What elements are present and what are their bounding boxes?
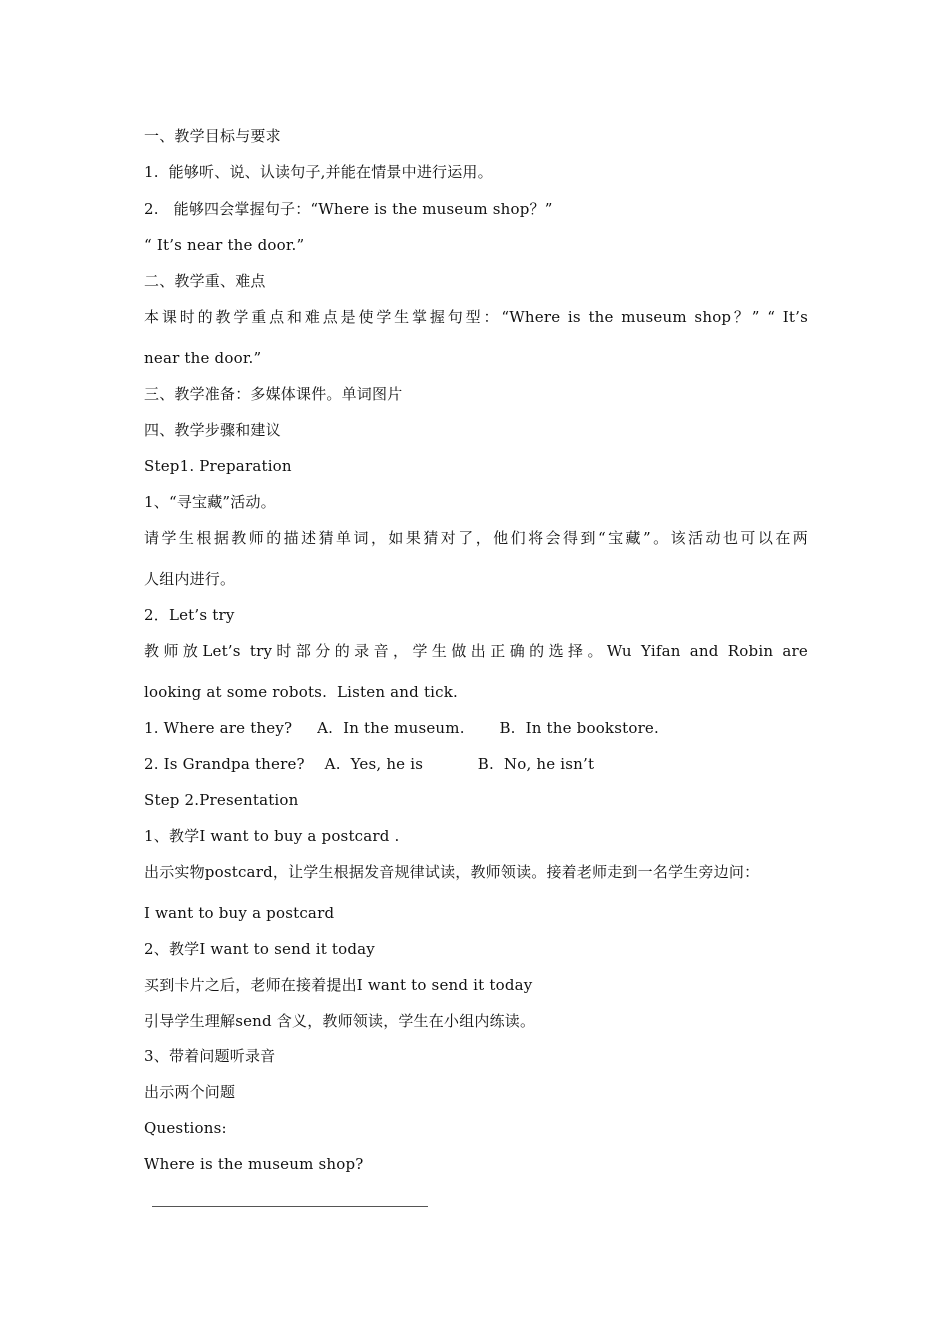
- activity-1-text-cont: 人组内进行。: [144, 570, 236, 588]
- teach-item-2: 2、教学I want to send it today: [144, 940, 375, 958]
- question-2: 2. Is Grandpa there? A. Yes, he is B. No, he isn’t: [144, 755, 595, 773]
- activity-1-title: 1、“寻宝藏”活动。: [144, 493, 276, 511]
- activity-2-title: 2．Let’s try: [144, 606, 235, 624]
- goal-item-2: 2. 能够四会掌握句子：“Where is the museum shop？”: [144, 200, 553, 218]
- teach-item-1-text: 出示实物postcard，让学生根据发音规律试读，教师领读。接着老师走到一名学生旁边问：: [144, 863, 760, 881]
- activity-2-text: 教师放Let’s try时部分的录音，学生做出正确的选择。Wu Yifan and Robin are: [144, 642, 808, 660]
- goal-item-2-answer: “ It’s near the door.”: [144, 236, 305, 254]
- activity-1-text: 请学生根据教师的描述猜单词，如果猜对了，他们将会得到“宝藏”。该活动也可以在两: [144, 529, 808, 547]
- step-1-heading: Step1. Preparation: [144, 457, 292, 475]
- activity-2-text-cont: looking at some robots. Listen and tick.: [144, 683, 459, 701]
- key-points-text-cont: near the door.”: [144, 349, 262, 367]
- section-heading-key-points: 二、教学重、难点: [144, 272, 266, 290]
- section-heading-goals: 一、教学目标与要求: [144, 127, 281, 145]
- question-1: 1. Where are they? A. In the museum. B. In the bookstore.: [144, 719, 659, 737]
- questions-item-1: Where is the museum shop?: [144, 1155, 364, 1173]
- section-heading-preparation: 三、教学准备：多媒体课件。单词图片: [144, 385, 403, 403]
- teach-item-2-text: 买到卡片之后，老师在接着提出I want to send it today: [144, 976, 533, 994]
- key-points-text: 本课时的教学重点和难点是使学生掌握句型：“Where is the museum shop？” “ It’s: [144, 308, 808, 326]
- teach-item-3: 3、带着问题听录音: [144, 1047, 276, 1065]
- teach-item-3-text: 出示两个问题: [144, 1083, 236, 1101]
- teach-item-1: 1、教学I want to buy a postcard .: [144, 827, 400, 845]
- questions-label: Questions:: [144, 1119, 227, 1137]
- step-2-heading: Step 2.Presentation: [144, 791, 299, 809]
- goal-item-1: 1. 能够听、说、认读句子,并能在情景中进行运用。: [144, 163, 493, 181]
- section-heading-steps: 四、教学步骤和建议: [144, 421, 281, 439]
- teach-item-1-example: I want to buy a postcard: [144, 904, 335, 922]
- footnote-divider: [152, 1206, 428, 1207]
- teach-item-2-text-cont: 引导学生理解send 含义，教师领读，学生在小组内练读。: [144, 1012, 536, 1030]
